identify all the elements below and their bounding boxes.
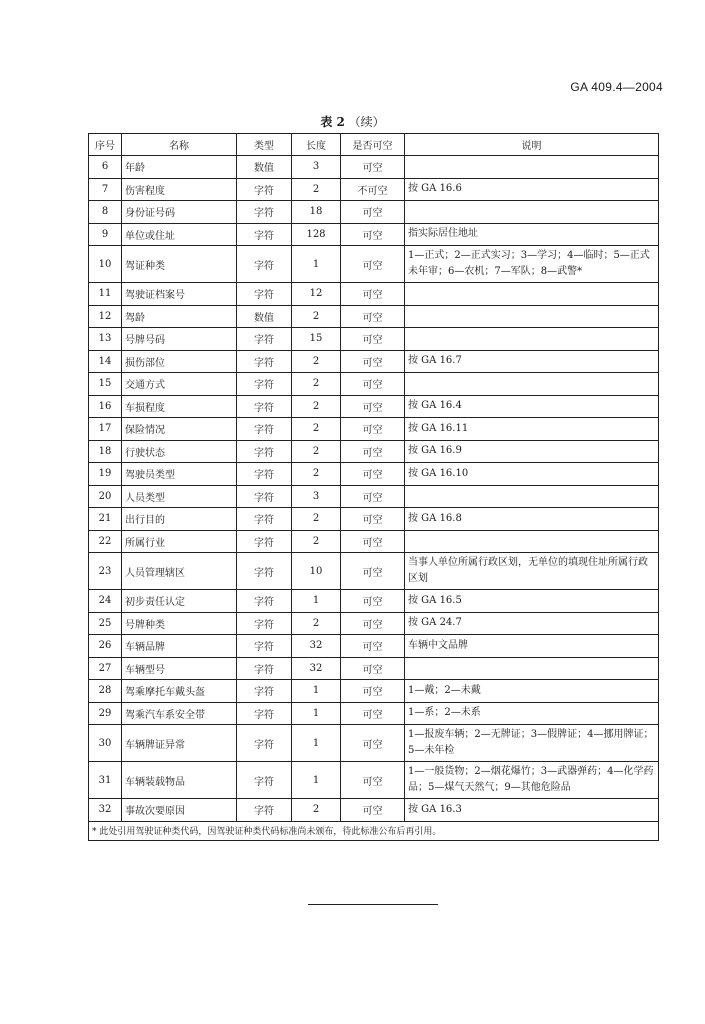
cell-no: 15 — [89, 373, 122, 396]
cell-no: 6 — [89, 156, 122, 179]
cell-no: 16 — [89, 395, 122, 418]
cell-no: 21 — [89, 508, 122, 531]
column-header-description: 说明 — [405, 134, 659, 156]
cell-no: 11 — [89, 283, 122, 306]
table-header-row — [89, 134, 659, 156]
table-body — [89, 156, 659, 822]
cell-length: 1 — [292, 246, 341, 283]
cell-name: 年龄 — [122, 156, 237, 179]
cell-description: 指实际居住地址 — [405, 223, 659, 246]
cell-type: 字符 — [237, 328, 292, 351]
cell-length: 1 — [292, 680, 341, 703]
cell-description — [405, 283, 659, 306]
cell-nullable: 可空 — [341, 553, 405, 590]
table-row — [89, 530, 659, 553]
cell-nullable: 可空 — [341, 395, 405, 418]
cell-description — [405, 485, 659, 508]
table-row — [89, 223, 659, 246]
cell-type: 字符 — [237, 725, 292, 762]
cell-length: 128 — [292, 223, 341, 246]
cell-type: 字符 — [237, 553, 292, 590]
cell-description: 当事人单位所属行政区划，无单位的填现住址所属行政区划 — [405, 553, 659, 590]
cell-nullable: 可空 — [341, 201, 405, 224]
table-row — [89, 178, 659, 201]
cell-name: 驾龄 — [122, 305, 237, 328]
cell-length: 1 — [292, 702, 341, 725]
cell-type: 字符 — [237, 223, 292, 246]
cell-type: 字符 — [237, 178, 292, 201]
cell-description: 按 GA 16.8 — [405, 508, 659, 531]
column-header-name: 名称 — [122, 134, 237, 156]
table-row — [89, 373, 659, 396]
cell-no: 12 — [89, 305, 122, 328]
cell-nullable: 可空 — [341, 418, 405, 441]
cell-length: 2 — [292, 373, 341, 396]
cell-description: 按 GA 16.3 — [405, 799, 659, 822]
cell-length: 2 — [292, 612, 341, 635]
cell-name: 车辆装载物品 — [122, 762, 237, 799]
cell-nullable: 可空 — [341, 635, 405, 658]
cell-type: 字符 — [237, 440, 292, 463]
cell-type: 字符 — [237, 612, 292, 635]
cell-name: 身份证号码 — [122, 201, 237, 224]
cell-type: 字符 — [237, 463, 292, 486]
cell-type: 字符 — [237, 283, 292, 306]
cell-nullable: 可空 — [341, 762, 405, 799]
cell-length: 18 — [292, 201, 341, 224]
cell-description — [405, 530, 659, 553]
cell-name: 事故次要原因 — [122, 799, 237, 822]
cell-description — [405, 373, 659, 396]
cell-length: 3 — [292, 156, 341, 179]
cell-nullable: 可空 — [341, 725, 405, 762]
cell-type: 字符 — [237, 635, 292, 658]
cell-type: 字符 — [237, 418, 292, 441]
cell-description: 按 GA 16.11 — [405, 418, 659, 441]
cell-description: 按 GA 16.5 — [405, 590, 659, 613]
cell-nullable: 可空 — [341, 485, 405, 508]
cell-nullable: 可空 — [341, 283, 405, 306]
cell-name: 损伤部位 — [122, 350, 237, 373]
cell-nullable: 可空 — [341, 440, 405, 463]
cell-type: 数值 — [237, 156, 292, 179]
table-row — [89, 485, 659, 508]
cell-type: 字符 — [237, 246, 292, 283]
cell-no: 7 — [89, 178, 122, 201]
cell-description: 按 GA 16.10 — [405, 463, 659, 486]
cell-length: 2 — [292, 178, 341, 201]
cell-description: 1—报废车辆；2—无牌证；3—假牌证；4—挪用牌证；5—未年检 — [405, 725, 659, 762]
cell-nullable: 可空 — [341, 799, 405, 822]
table-row — [89, 612, 659, 635]
table-caption-suffix: （续） — [348, 115, 385, 129]
column-header-nullable: 是否可空 — [341, 134, 405, 156]
cell-description: 1—正式；2—正式实习；3—学习；4—临时；5—正式未年审；6—农机；7—军队；8—武警* — [405, 246, 659, 283]
cell-length: 1 — [292, 762, 341, 799]
cell-name: 保险情况 — [122, 418, 237, 441]
cell-description — [405, 201, 659, 224]
cell-no: 10 — [89, 246, 122, 283]
cell-type: 字符 — [237, 762, 292, 799]
cell-nullable: 可空 — [341, 246, 405, 283]
table-row — [89, 762, 659, 799]
table-row — [89, 440, 659, 463]
cell-nullable: 可空 — [341, 657, 405, 680]
cell-length: 2 — [292, 799, 341, 822]
cell-no: 29 — [89, 702, 122, 725]
cell-nullable: 可空 — [341, 350, 405, 373]
cell-no: 31 — [89, 762, 122, 799]
cell-length: 2 — [292, 418, 341, 441]
cell-name: 行驶状态 — [122, 440, 237, 463]
cell-name: 伤害程度 — [122, 178, 237, 201]
column-header-type: 类型 — [237, 134, 292, 156]
cell-no: 14 — [89, 350, 122, 373]
cell-description: 按 GA 24.7 — [405, 612, 659, 635]
cell-name: 单位或住址 — [122, 223, 237, 246]
cell-description: 按 GA 16.9 — [405, 440, 659, 463]
field-spec-table — [88, 133, 659, 841]
column-header-no: 序号 — [89, 134, 122, 156]
cell-length: 2 — [292, 530, 341, 553]
cell-length: 15 — [292, 328, 341, 351]
table-row — [89, 508, 659, 531]
cell-name: 人员管理辖区 — [122, 553, 237, 590]
cell-no: 23 — [89, 553, 122, 590]
cell-type: 字符 — [237, 799, 292, 822]
cell-name: 驾乘汽车系安全带 — [122, 702, 237, 725]
cell-description: 按 GA 16.6 — [405, 178, 659, 201]
table-row — [89, 328, 659, 351]
cell-name: 初步责任认定 — [122, 590, 237, 613]
cell-length: 1 — [292, 590, 341, 613]
cell-nullable: 可空 — [341, 590, 405, 613]
table-row — [89, 246, 659, 283]
cell-type: 字符 — [237, 350, 292, 373]
cell-description: 车辆中文品牌 — [405, 635, 659, 658]
cell-description — [405, 156, 659, 179]
cell-length: 32 — [292, 635, 341, 658]
cell-type: 字符 — [237, 485, 292, 508]
cell-length: 32 — [292, 657, 341, 680]
table-row — [89, 156, 659, 179]
cell-length: 10 — [292, 553, 341, 590]
cell-name: 驾证种类 — [122, 246, 237, 283]
table-row — [89, 305, 659, 328]
cell-type: 字符 — [237, 657, 292, 680]
cell-nullable: 可空 — [341, 612, 405, 635]
cell-type: 字符 — [237, 395, 292, 418]
cell-type: 字符 — [237, 530, 292, 553]
cell-length: 3 — [292, 485, 341, 508]
cell-no: 32 — [89, 799, 122, 822]
table-row — [89, 657, 659, 680]
cell-no: 18 — [89, 440, 122, 463]
table-row — [89, 725, 659, 762]
cell-nullable: 可空 — [341, 702, 405, 725]
cell-nullable: 可空 — [341, 156, 405, 179]
document-number: GA 409.4—2004 — [570, 80, 663, 94]
cell-length: 2 — [292, 508, 341, 531]
cell-no: 25 — [89, 612, 122, 635]
cell-type: 字符 — [237, 508, 292, 531]
cell-description — [405, 328, 659, 351]
table-caption — [0, 113, 705, 130]
cell-name: 车辆品牌 — [122, 635, 237, 658]
table-row — [89, 350, 659, 373]
cell-no: 17 — [89, 418, 122, 441]
cell-nullable: 可空 — [341, 463, 405, 486]
cell-name: 出行目的 — [122, 508, 237, 531]
cell-name: 人员类型 — [122, 485, 237, 508]
cell-no: 27 — [89, 657, 122, 680]
cell-no: 20 — [89, 485, 122, 508]
end-rule — [308, 904, 438, 905]
cell-length: 1 — [292, 725, 341, 762]
cell-type: 字符 — [237, 201, 292, 224]
cell-length: 2 — [292, 350, 341, 373]
cell-no: 30 — [89, 725, 122, 762]
cell-name: 号牌号码 — [122, 328, 237, 351]
table-row — [89, 553, 659, 590]
table-row — [89, 680, 659, 703]
cell-no: 8 — [89, 201, 122, 224]
cell-name: 驾驶员类型 — [122, 463, 237, 486]
table-row — [89, 635, 659, 658]
cell-nullable: 可空 — [341, 530, 405, 553]
cell-length: 2 — [292, 305, 341, 328]
table-row — [89, 702, 659, 725]
table-row — [89, 395, 659, 418]
cell-name: 驾乘摩托车戴头盔 — [122, 680, 237, 703]
cell-type: 字符 — [237, 680, 292, 703]
cell-type: 数值 — [237, 305, 292, 328]
cell-description: 按 GA 16.4 — [405, 395, 659, 418]
cell-description — [405, 657, 659, 680]
cell-nullable: 可空 — [341, 373, 405, 396]
table-caption-title: 表 2 — [320, 115, 345, 129]
cell-no: 26 — [89, 635, 122, 658]
cell-no: 28 — [89, 680, 122, 703]
table-row — [89, 590, 659, 613]
cell-name: 号牌种类 — [122, 612, 237, 635]
cell-nullable: 可空 — [341, 305, 405, 328]
cell-length: 12 — [292, 283, 341, 306]
table-row — [89, 799, 659, 822]
cell-length: 2 — [292, 440, 341, 463]
cell-no: 19 — [89, 463, 122, 486]
cell-nullable: 可空 — [341, 328, 405, 351]
cell-name: 车辆牌证异常 — [122, 725, 237, 762]
cell-nullable: 可空 — [341, 680, 405, 703]
cell-description: 1—戴；2—未戴 — [405, 680, 659, 703]
cell-length: 2 — [292, 463, 341, 486]
cell-description: 按 GA 16.7 — [405, 350, 659, 373]
cell-nullable: 可空 — [341, 508, 405, 531]
cell-nullable: 可空 — [341, 223, 405, 246]
cell-name: 交通方式 — [122, 373, 237, 396]
cell-nullable: 不可空 — [341, 178, 405, 201]
cell-no: 9 — [89, 223, 122, 246]
cell-no: 13 — [89, 328, 122, 351]
cell-description — [405, 305, 659, 328]
cell-length: 2 — [292, 395, 341, 418]
cell-type: 字符 — [237, 702, 292, 725]
table-row — [89, 463, 659, 486]
cell-name: 驾驶证档案号 — [122, 283, 237, 306]
table-footnote: * 此处引用驾驶证种类代码，因驾驶证种类代码标准尚未颁布，待此标准公布后再引用。 — [89, 821, 659, 840]
cell-type: 字符 — [237, 373, 292, 396]
column-header-length: 长度 — [292, 134, 341, 156]
cell-description: 1—系；2—未系 — [405, 702, 659, 725]
cell-name: 车损程度 — [122, 395, 237, 418]
cell-type: 字符 — [237, 590, 292, 613]
cell-name: 车辆型号 — [122, 657, 237, 680]
cell-name: 所属行业 — [122, 530, 237, 553]
table-row — [89, 201, 659, 224]
table-row — [89, 283, 659, 306]
table-row — [89, 418, 659, 441]
cell-no: 22 — [89, 530, 122, 553]
cell-no: 24 — [89, 590, 122, 613]
cell-description: 1—一般货物；2—烟花爆竹；3—武器弹药；4—化学药品；5—煤气天然气；9—其他危险品 — [405, 762, 659, 799]
